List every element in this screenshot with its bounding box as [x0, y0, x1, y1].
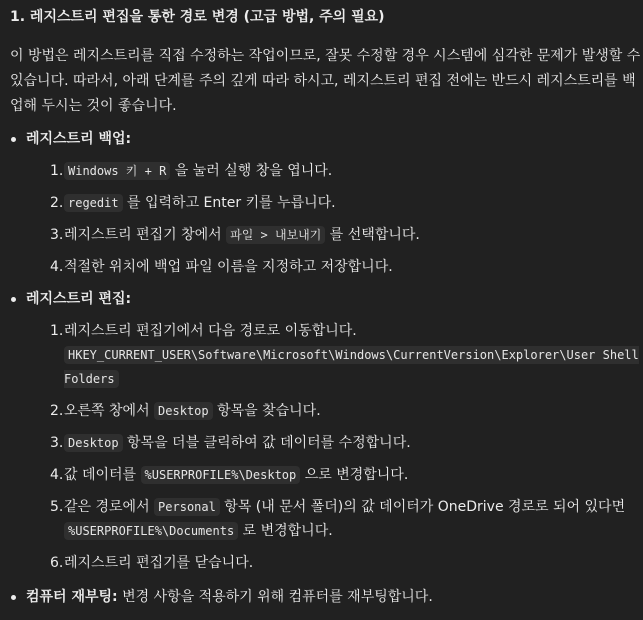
list-item [26, 255, 643, 279]
edit-steps [26, 319, 643, 575]
step-number: 1. [50, 163, 64, 179]
step-number: 4. [50, 259, 64, 275]
bullet-edit [10, 287, 643, 575]
step-number: 2. [50, 195, 64, 211]
step-text: 오른쪽 창에서 [64, 403, 155, 419]
step-number: 1. [50, 323, 64, 339]
registry-path-code: HKEY_CURRENT_USER\Software\Microsoft\Windows\CurrentVersion\Explorer\User Shell Folders [64, 348, 639, 386]
step-text: 레지스트리 편집기 창에서 [64, 227, 227, 243]
step-text: 항목을 더블 클릭하여 값 데이터를 수정합니다. [122, 435, 411, 451]
step-text: 값 데이터를 [64, 467, 141, 483]
inline-code: Desktop [154, 402, 213, 420]
step-text: 으로 변경합니다. [300, 467, 409, 483]
bullet-backup [10, 127, 643, 279]
step-text: 레지스트리 편집기를 닫습니다. [64, 555, 254, 571]
step-number: 3. [50, 435, 64, 451]
inline-code: regedit [64, 194, 123, 212]
step-number: 3. [50, 227, 64, 243]
step-text: 같은 경로에서 [64, 499, 155, 515]
list-item [26, 463, 643, 487]
list-item [26, 399, 643, 423]
inline-code: Windows 키 + R [64, 162, 170, 180]
step-text: 레지스트리 편집기에서 다음 경로로 이동합니다. [64, 323, 357, 339]
reboot-text: 변경 사항을 적용하기 위해 컴퓨터를 재부팅합니다. [117, 589, 433, 605]
reboot-title: 컴퓨터 재부팅: [26, 589, 118, 605]
step-number: 2. [50, 403, 64, 419]
edit-title: 레지스트리 편집: [26, 291, 132, 307]
step-text: 를 선택합니다. [325, 227, 420, 243]
list-item [26, 223, 643, 247]
list-item [26, 319, 643, 391]
step-text: 적절한 위치에 백업 파일 이름을 지정하고 저장합니다. [64, 259, 393, 275]
step-number: 5. [50, 499, 64, 515]
inline-code: Desktop [64, 434, 123, 452]
section-heading: 1. 레지스트리 편집을 통한 경로 변경 (고급 방법, 주의 필요) [10, 9, 385, 25]
step-text: 를 입력하고 Enter 키를 누릅니다. [122, 195, 336, 211]
inline-code: Personal [154, 498, 220, 516]
step-text: 로 변경합니다. [238, 523, 333, 539]
step-number: 6. [50, 555, 64, 571]
inline-code: 파일 > 내보내기 [226, 226, 325, 244]
inline-code: %USERPROFILE%\Documents [64, 522, 238, 540]
list-item [26, 551, 643, 575]
bullet-reboot [10, 585, 643, 609]
list-item [26, 191, 643, 215]
backup-steps [26, 159, 643, 279]
step-text: 항목을 찾습니다. [212, 403, 321, 419]
step-number: 4. [50, 467, 64, 483]
backup-title: 레지스트리 백업: [26, 131, 132, 147]
step-text: 을 눌러 실행 창을 엽니다. [170, 163, 333, 179]
list-item [26, 431, 643, 455]
step-text: 항목 (내 문서 폴더)의 값 데이터가 OneDrive 경로로 되어 있다면 [219, 499, 626, 515]
list-item [26, 495, 643, 543]
intro-paragraph: 이 방법은 레지스트리를 직접 수정하는 작업이므로, 잘못 수정할 경우 시스템에 심각한 문제가 발생할 수 있습니다. 따라서, 아래 단계를 주의 깊게 따라 하시고, 레지스트리 편집 전에는 반드시 레지스트리를 백업해 두시는 것이 좋습니다. [10, 48, 641, 114]
list-item [26, 159, 643, 183]
inline-code: %USERPROFILE%\Desktop [141, 466, 301, 484]
